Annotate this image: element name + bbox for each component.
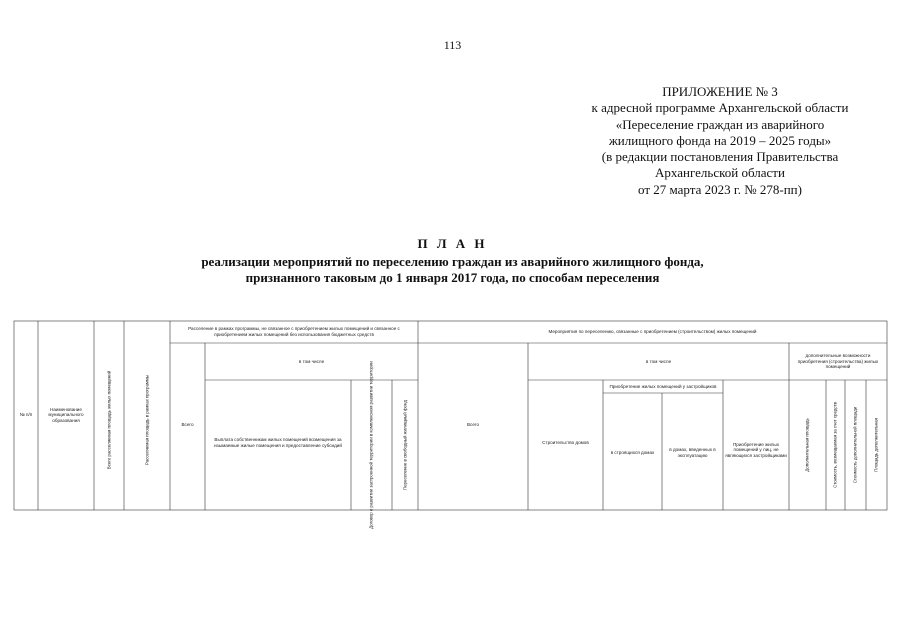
appendix-line: жилищного фонда на 2019 – 2025 годы» [608,132,832,148]
plan-title: П Л А Н [417,236,488,251]
plan-subtitle-line: реализации мероприятий по переселению граждан из аварийного жилищного фонда, [201,254,704,269]
col-cost-1: Стоимость дополнительной площади [852,406,858,484]
col-num: № п/п [19,412,33,418]
col-acquisition-other: Приобретение жилых помещений у лиц, не являющихся застройщиками [725,441,787,458]
appendix-line: ПРИЛОЖЕНИЕ № 3 [662,84,778,99]
col-additional-area: Дополнительная площадь [804,418,810,472]
sub-acquisition: Приобретение жилых помещений у застройщиков [609,383,717,389]
page-number: 113 [443,38,462,52]
col-additional-value: Стоимость, возмещаемая за счет средств [832,402,838,488]
appendix-line: Архангельской области [655,165,785,181]
col-in-entered: в домах, введенных в эксплуатацию [669,447,716,458]
sub-including-1: в том числе [298,359,325,365]
col-construction: Строительство домов [542,440,589,446]
col-total-1: Всего [181,422,194,428]
col-municipality: Наименование муниципального образования [48,406,84,423]
group-not-related: Расселение в рамках программы, не связанное с приобретением жилых помещений и связанное с приобретением жилых помещений без использования бюджетных средств [188,326,400,337]
plan-subtitle-line: признанного таковым до 1 января 2017 года, по способам переселения [245,269,660,285]
col-in-built: в строящихся домах [610,450,655,456]
col-agreement: Договор о развитии застроенной территории в комплексном развитии территории [368,361,374,529]
col-total-area: Всего расселяемая площадь жилых помещений [106,370,112,470]
col-cost-2: Площадь дополнительная [873,418,879,472]
col-resettlement-fund: Переселение в свободный жилищный фонд [402,400,408,490]
appendix-line: от 27 марта 2023 г. № 278-пп) [638,181,802,197]
appendix-line: к адресной программе Архангельской области [591,100,849,116]
sub-additional: дополнительные возможности приобретения (строительства) жилых помещений [797,353,879,370]
sub-including-2: в том числе [645,359,672,365]
appendix-line: (в редакции постановления Правительства [601,149,839,165]
group-related: Мероприятия по переселению, связанные с приобретением (строительством) жилых помещений [548,329,757,335]
col-area-program: Расселяемая площадь в рамках программы [144,374,150,466]
appendix-line: «Переселение граждан из аварийного [615,116,825,132]
col-compensation: Выплата собственникам жилых помещений возмещения за изымаемые жилые помещения и предоставление субсидий [214,437,342,448]
col-total-2: Всего [466,422,480,428]
